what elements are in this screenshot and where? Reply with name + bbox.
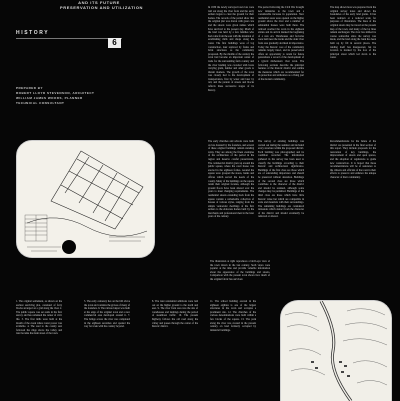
credit-line: WILLIAM JAMES WOODS, PLANNER xyxy=(16,96,83,100)
text-column-10: 11. The school building erected in the eighteen eighties is one of the largest structures in the town and occupies a prominent site. 12. The churches of the various denominations were built within a few blocks of the square. 13. The park along the river was created in the present century on land formerly occupied by industrial buildings. xyxy=(210,300,256,332)
section-title: HISTORY xyxy=(16,30,50,36)
text-column-9: 8. The later residential additions were laid out on the higher ground to the north and east. 9. The river front area was the site of warehouses and landings during the period of steamboat traffic. 10. The present highway follows the old road along the valley and passes through the center of the historic district. xyxy=(152,300,198,329)
text-column-1: In 1830 the newly surveyed town lots were laid out along the river front and the early settlers began to clear the ground for their homes. The records of the period show that the original plat was drawn with great care and the streets were given names which have survived to the present day. Much of the land was held by a few families who had come from the east with the intention of establishing mills and shops along the water. The first buildings were of log construction, later replaced by frame and brick structures as the community prospered. By the middle of the century the town had become an important center of trade for the surrounding farm country and the river landing was crowded with boats carrying grain, lumber and other goods to distant markets. The growth of the town was closely tied to the development of transportation, first by water and later by rail, and the pattern of streets and blocks reflects these successive stages of its history. xyxy=(208,6,254,92)
survey-map-drawing xyxy=(17,141,154,257)
header-line-1: AND ITS FUTURE xyxy=(78,0,120,5)
credit-line: ROBERT LLOYD STEVENSON, ARCHITECT xyxy=(16,91,95,95)
text-column-8: 5. The early cemetery lies on the hill above the town and contains the graves of many of the founders. 6. The railroad depot was built at the edge of the original town and a new commercial area developed around it. 7. The bridge across the river was completed in the eighteen seventies and opened the way for trade with the country beyond. xyxy=(84,300,130,329)
header-line-2: PRESERVATION AND UTILIZATION xyxy=(60,5,144,10)
text-column-7: 1. The original settlement, as shown on the earliest surviving plat, consisted of forty blocks arranged on a grid along the river. 2. The public square was set aside in the first survey and has remained the center of civic life. 3. The first mills were built at the mouth of the creek where water power was available. 4. The road to the county seat followed the ridge above the valley and later became the main street of the town. xyxy=(16,300,62,336)
birds-eye-view-drawing xyxy=(281,301,391,401)
text-column-3: The period following the Civil War brought new industries to the town and a considerable increase in population. New residential areas were opened on the higher ground above the river and a number of substantial houses were built there. The railroad reached the town in the eighteen sixties and its arrival marked the beginning of a new era. Warehouses and factories were built near the tracks and the older river front area gradually declined in importance. Today the historic core of the community remains largely intact, and its preservation offers an opportunity to retain for future generations a record of the development of a typical midwestern river town. The following sections describe the principal features of the historic district and outline the measures which are recommended for its protection and utilization as a living part of the modern community. xyxy=(258,6,304,81)
section-divider xyxy=(16,38,122,39)
survey-map-illustration xyxy=(16,140,155,258)
text-column-2: The early churches and schools were built on lots donated by the founders, and several of these original buildings remain standing today. They are among the finest examples of the architecture of the period in the region and deserve careful preservation. The commercial district grew up around the public square, where the court house was erected in the eighteen forties. Around the square were grouped the stores, banks and offices which served the needs of the county. Many of the buildings on the square retain their original facades, although the ground floors have been altered over the years to meet changing requirements. The residential streets extending back from the square contain a remarkable collection of houses of various styles, ranging from the simple vernacular dwellings of the first settlers to the elaborate homes built by the merchants and professional men in the later years of the century. xyxy=(208,140,254,219)
birds-eye-view-illustration xyxy=(280,300,392,401)
section-number-badge: 6 xyxy=(108,38,121,48)
text-column-4: The survey of existing buildings was carried out during the summer and included every structure within the proposed district. Each building was photographed and its condition recorded. The information gathered in the survey has been used to classify the buildings according to their historic and architectural significance. Buildings of the first class are those which are of outstanding importance and should be preserved without alteration. Buildings of the second class are those which contribute to the character of the district and should be retained, although some changes may be permitted. Buildings of the third class are those which have little historic value but which are compatible in scale and materials with their surroundings. The remaining buildings are considered intrusions which detract from the character of the district and should eventually be removed or altered. xyxy=(258,140,304,219)
text-column-5: The map shown here was prepared from the original survey notes and shows the boundaries of the early land grants. It has been redrawn at a reduced scale for purposes of illustration. The lines of the original streets may be traced on the present map of the town, and many of the lot lines remain unchanged. The river has shifted its course somewhat since the survey was made, and the land along the bank has been built up by fill in several places. The landing itself has disappeared, but its location is marked by the foot of the principal street which led down to the water. xyxy=(330,6,376,60)
credit-line: TECHNICAL CONSULTANT xyxy=(16,101,65,105)
credit-line: PREPARED BY xyxy=(16,86,43,90)
text-column-6: Recommendations for the future of the district are presented in the final section of this report. They include proposals for the restoration of key buildings, the improvement of streets and open spaces, and the adoption of regulations to guide new construction. It is hoped that these recommendations will be of assistance to the citizens and officials of the town in their efforts to preserve and enhance the unique character of their community. xyxy=(330,140,376,179)
binder-hole xyxy=(62,240,76,254)
text-column-11: The illustration at right reproduces a bird's-eye view of the town drawn in the last century. Such views were popular at the time and provide valuable information about the appearance of the buildings and streets. Comparison with the present town shows how much of the original fabric has survived. xyxy=(210,260,270,281)
